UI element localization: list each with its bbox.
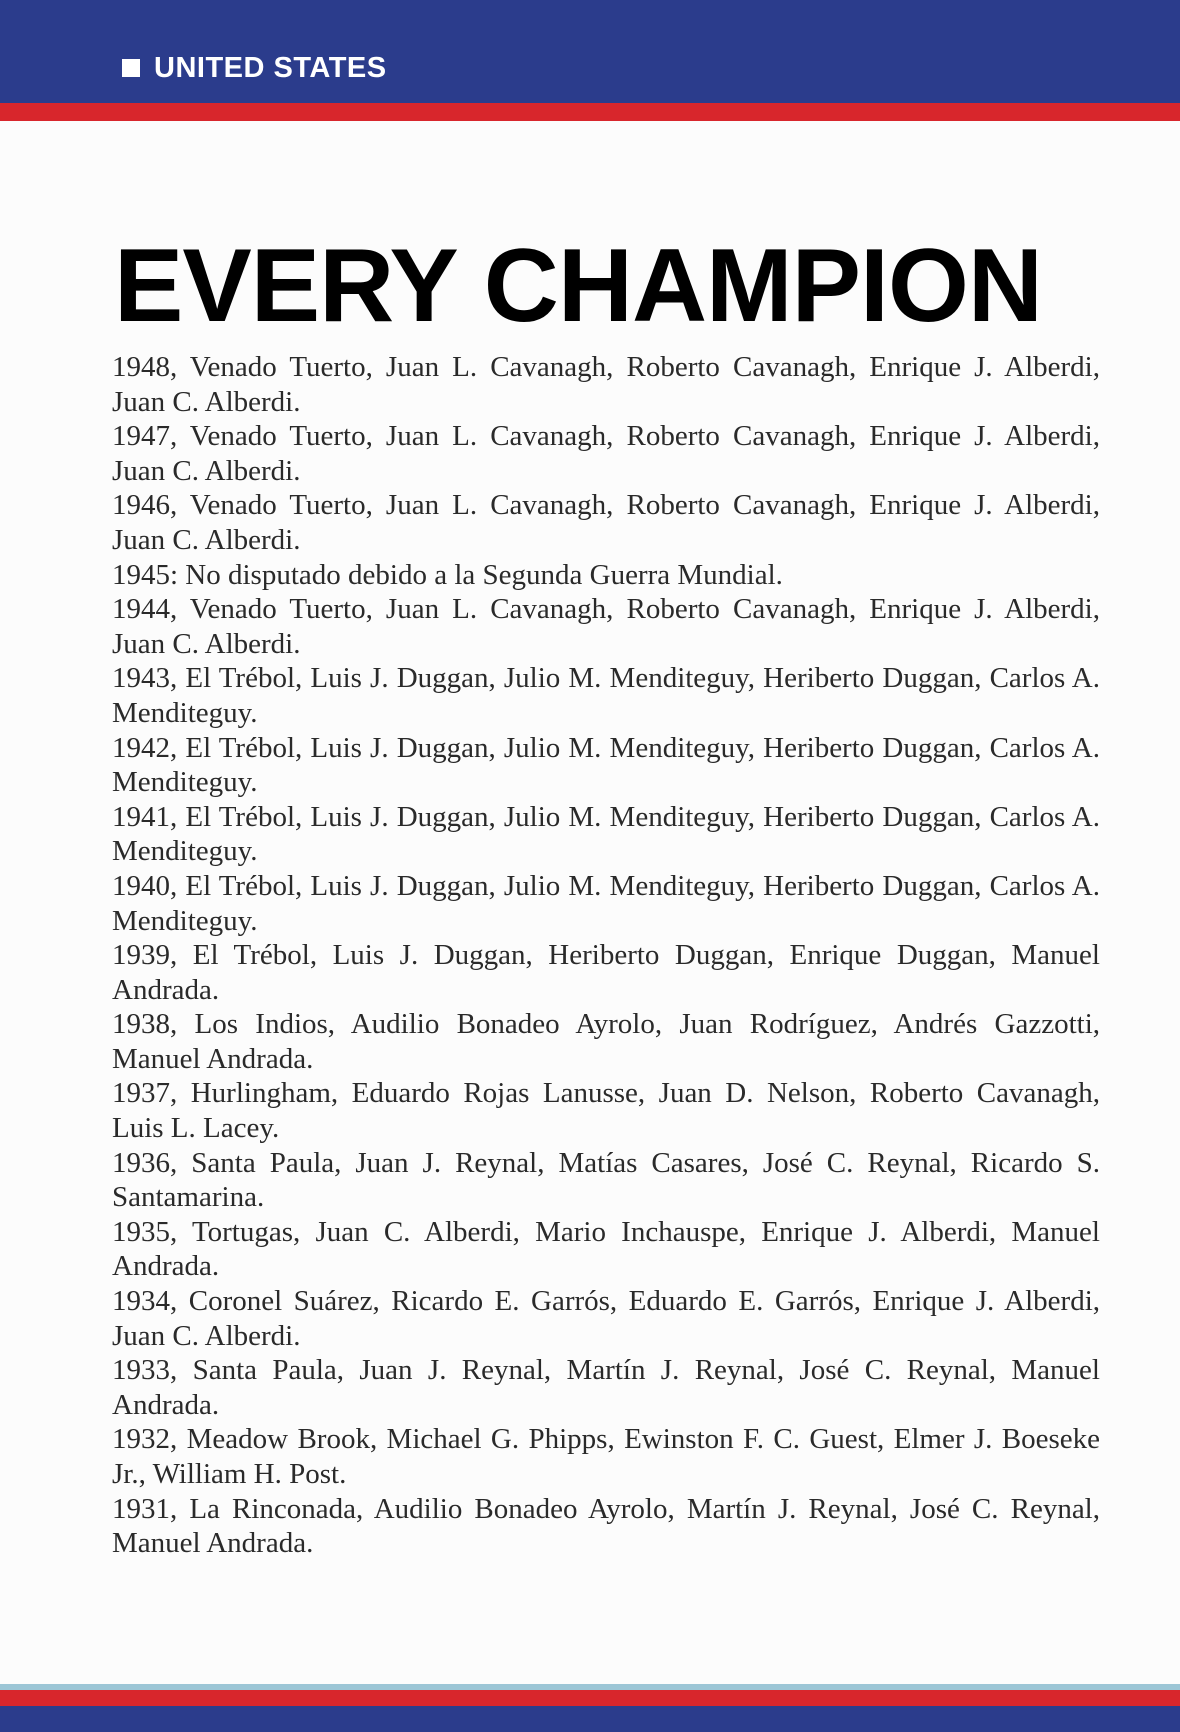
champion-entry: 1937, Hurlingham, Eduardo Rojas Lanusse, Juan D. Nelson, Roberto Cavanagh, Luis L. Lacey. — [112, 1077, 1100, 1145]
champion-entry: 1940, El Trébol, Luis J. Duggan, Julio M. Menditeguy, Heriberto Duggan, Carlos A. Menditeguy. — [112, 869, 1100, 937]
section-label-text: UNITED STATES — [154, 51, 387, 84]
champion-entry: 1948, Venado Tuerto, Juan L. Cavanagh, Roberto Cavanagh, Enrique J. Alberdi, Juan C. Alberdi. — [112, 351, 1100, 418]
champion-entry: 1945: No disputado debido a la Segunda Guerra Mundial. — [112, 558, 783, 591]
champion-entry: 1932, Meadow Brook, Michael G. Phipps, Ewinston F. C. Guest, Elmer J. Boeseke Jr., William H. Post. — [112, 1423, 1100, 1490]
champion-entry: 1938, Los Indios, Audilio Bonadeo Ayrolo, Juan Rodríguez, Andrés Gazzotti, Manuel Andrada. — [112, 1008, 1100, 1075]
section-label — [122, 48, 387, 88]
champion-entry: 1939, El Trébol, Luis J. Duggan, Heriberto Duggan, Enrique Duggan, Manuel Andrada. — [112, 939, 1100, 1006]
champion-entry: 1941, El Trébol, Luis J. Duggan, Julio M. Menditeguy, Heriberto Duggan, Carlos A. Menditeguy. — [112, 800, 1100, 868]
champion-entry: 1946, Venado Tuerto, Juan L. Cavanagh, Roberto Cavanagh, Enrique J. Alberdi, Juan C. Alberdi. — [112, 489, 1100, 556]
champion-entry: 1934, Coronel Suárez, Ricardo E. Garrós, Eduardo E. Garrós, Enrique J. Alberdi, Juan C. Alberdi. — [112, 1285, 1100, 1352]
champions-list — [112, 350, 1100, 1561]
champion-entry: 1944, Venado Tuerto, Juan L. Cavanagh, Roberto Cavanagh, Enrique J. Alberdi, Juan C. Alberdi. — [112, 593, 1100, 660]
footer-red-stripe — [0, 1690, 1180, 1706]
page-title: EVERY CHAMPION — [114, 228, 1042, 344]
champion-entry: 1942, El Trébol, Luis J. Duggan, Julio M. Menditeguy, Heriberto Duggan, Carlos A. Menditeguy. — [112, 731, 1100, 799]
footer-bar — [0, 1706, 1180, 1732]
header-red-stripe — [0, 103, 1180, 121]
champion-entry: 1935, Tortugas, Juan C. Alberdi, Mario Inchauspe, Enrique J. Alberdi, Manuel Andrada. — [112, 1215, 1100, 1283]
champion-entry: 1936, Santa Paula, Juan J. Reynal, Matías Casares, José C. Reynal, Ricardo S. Santamarina. — [112, 1146, 1100, 1214]
champion-entry: 1943, El Trébol, Luis J. Duggan, Julio M. Menditeguy, Heriberto Duggan, Carlos A. Menditeguy. — [112, 662, 1100, 729]
square-bullet-icon — [122, 59, 140, 77]
champion-entry: 1933, Santa Paula, Juan J. Reynal, Martín J. Reynal, José C. Reynal, Manuel Andrada. — [112, 1354, 1100, 1421]
champion-entry: 1947, Venado Tuerto, Juan L. Cavanagh, Roberto Cavanagh, Enrique J. Alberdi, Juan C. Alberdi. — [112, 420, 1100, 487]
champion-entry: 1931, La Rinconada, Audilio Bonadeo Ayrolo, Martín J. Reynal, José C. Reynal, Manuel Andrada. — [112, 1492, 1100, 1560]
